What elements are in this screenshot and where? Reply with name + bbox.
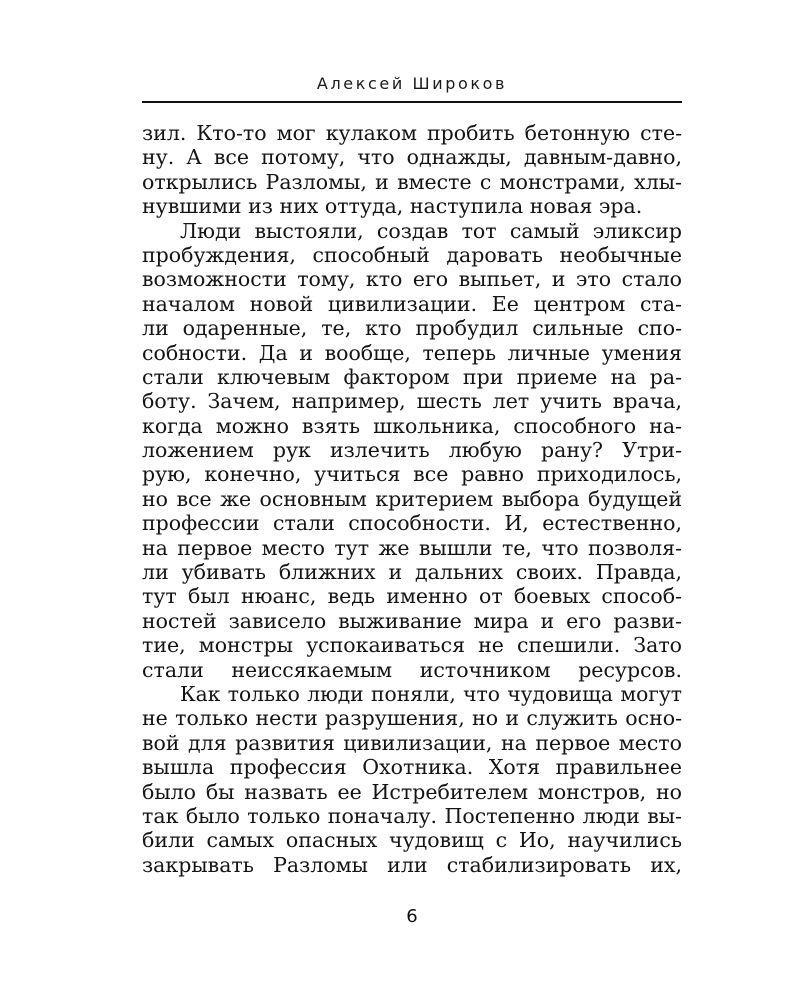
text-line: ложением рук излечить любую рану? Утри- — [142, 438, 682, 463]
body-text — [142, 121, 682, 877]
text-line: нувшими из них оттуда, наступила новая эра. — [142, 194, 643, 219]
text-line: пробуждения, способный даровать необычные — [142, 242, 682, 267]
text-line: били самых опасных чудовищ с Ио, научились — [142, 828, 682, 853]
text-line: возможности тому, кто его выпьет, и это стало — [142, 267, 682, 292]
text-line: не только нести разрушения, но и служить осно- — [142, 706, 682, 731]
text-line: но все же основным критерием выбора будущей — [142, 486, 682, 511]
text-line: стали неиссякаемым источником ресурсов. — [142, 657, 682, 682]
text-line: боту. Зачем, например, шесть лет учить врача, — [142, 389, 682, 414]
text-line: было бы назвать ее Истребителем монстров, но — [142, 779, 682, 804]
text-line: так было только поначалу. Постепенно люди вы- — [142, 803, 682, 828]
text-line: Как только люди поняли, что чудовища могут — [180, 681, 682, 706]
text-line: на первое место тут же вышли те, что позволя- — [142, 535, 682, 560]
text-line: ли одаренные, те, кто пробудил сильные спо- — [142, 316, 682, 341]
page-number: 6 — [406, 906, 418, 927]
text-line: тут был нюанс, ведь именно от боевых способ- — [142, 584, 682, 609]
text-line: ностей зависело выживание мира и его разви- — [142, 608, 682, 633]
header-rule — [142, 101, 682, 103]
text-line: профессии стали способности. И, естественно, — [142, 511, 682, 536]
text-line: ли убивать ближних и дальних своих. Правда, — [142, 560, 682, 585]
text-line: зил. Кто-то мог кулаком пробить бетонную сте- — [142, 121, 682, 145]
text-line: тие, монстры успокаиваться не спешили. Зато — [142, 633, 682, 658]
text-line: началом новой цивилизации. Ее центром ста- — [142, 291, 682, 316]
text-line: вышла профессия Охотника. Хотя правильнее — [142, 755, 682, 780]
text-line: открылись Разломы, и вместе с монстрами, хлы- — [142, 169, 682, 194]
text-line: рую, конечно, учиться все равно приходилось, — [142, 462, 682, 487]
text-line: собности. Да и вообще, теперь личные умения — [142, 340, 682, 365]
text-line: Люди выстояли, создав тот самый эликсир — [180, 218, 682, 243]
text-line: когда можно взять школьника, способного на- — [142, 413, 682, 438]
running-head-author: Алексей Широков — [316, 74, 508, 93]
text-line: закрывать Разломы или стабилизировать их, — [142, 852, 682, 877]
text-line: стали ключевым фактором при приеме на ра- — [142, 364, 682, 389]
text-line: вой для развития цивилизации, на первое место — [142, 730, 682, 755]
text-line: ну. А все потому, что однажды, давным-давно, — [142, 145, 682, 170]
